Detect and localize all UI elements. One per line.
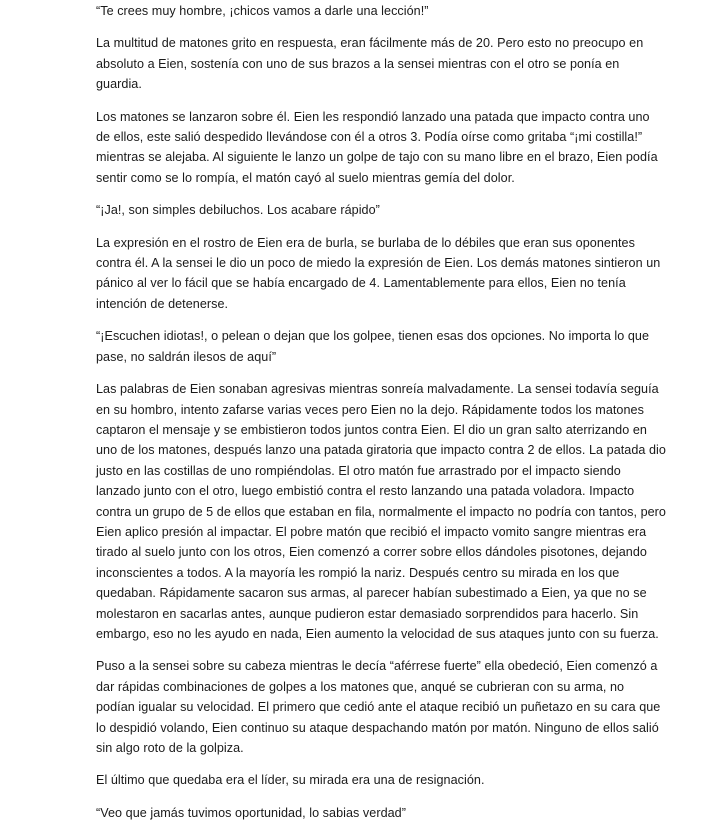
document-body <box>96 1 666 823</box>
paragraph-5: La expresión en el rostro de Eien era de burla, se burlaba de lo débiles que eran sus oponentes contra él. A la sensei le dio un poco de miedo la expresión de Eien. Los demás matones sintieron un pánico al ver lo fácil que se había encargado de 4. Lamentablemente para ellos, Eien no tenía intención de detenerse. <box>96 235 661 311</box>
paragraph-8: Puso a la sensei sobre su cabeza mientras le decía “aférrese fuerte” ella obedeció, Eien comenzó a dar rápidas combinaciones de golpes a los matones que, anqué se cubrieran con su arma, no podían igualar su velocidad. El primero que cedió ante el ataque recibió un puñetazo en su cara que lo despidió volando, Eien continuo su ataque despachando matón por matón. Ninguno de ellos salió sin algo roto de la golpiza. <box>96 659 661 755</box>
paragraph-7: Las palabras de Eien sonaban agresivas mientras sonreía malvadamente. La sensei todavía seguía en su hombro, intento zafarse varias veces pero Eien no la dejo. Rápidamente todos los matones captaron el mensaje y se embistieron todos juntos contra Eien. El dio un gran salto aterrizando en uno de los matones, después lanzo una patada giratoria que impacto contra 2 de ellos. La patada dio justo en las costillas de uno rompiéndolas. El otro matón fue arrastrado por el impacto siendo lanzado junto con el otro, luego embistió contra el resto lanzando una patada voladora. Impacto contra un grupo de 5 de ellos que estaban en fila, normalmente el impacto no podría con tantos, pero Eien aplico presión al impactar. El pobre matón que recibió el impacto vomito sangre mientras era tirado al suelo junto con los otros, Eien comenzó a correr sobre ellos dándoles pisotones, dejando inconscientes a todos. A la mayoría les rompió la nariz. Después centro su mirada en los que quedaban. Rápidamente sacaron sus armas, al parecer habían subestimado a Eien, ya que no se molestaron en sacarlas antes, aunque pudieron estar demasiado sorprendidos para hacerlo. Sin embargo, eso no les ayudo en nada, Eien aumento la velocidad de sus ataques junto con su fuerza. <box>96 382 666 641</box>
paragraph-10: “Veo que jamás tuvimos oportunidad, lo sabias verdad” <box>96 805 406 820</box>
paragraph-3: Los matones se lanzaron sobre él. Eien les respondió lanzado una patada que impacto contra uno de ellos, este salió despedido llevándose con él a otros 3. Podía oírse como gritaba “¡mi costilla!” mientras se alejaba. Al siguiente le lanzo un golpe de tajo con su mano libre en el brazo, Eien podía sentir como se lo rompía, el matón cayó al suelo mientras gemía del dolor. <box>96 109 658 185</box>
paragraph-2: La multitud de matones grito en respuesta, eran fácilmente más de 20. Pero esto no preocupo en absoluto a Eien, sostenía con uno de sus brazos a la sensei mientras con el otro se ponía en guardia. <box>96 36 644 92</box>
paragraph-6: “¡Escuchen idiotas!, o pelean o dejan que los golpee, tienen esas dos opciones. No importa lo que pase, no saldrán ilesos de aquí” <box>96 329 650 364</box>
paragraph-4: “¡Ja!, son simples debiluchos. Los acabare rápido” <box>96 203 380 218</box>
paragraph-1: “Te crees muy hombre, ¡chicos vamos a darle una lección!” <box>96 4 429 18</box>
paragraph-9: El último que quedaba era el líder, su mirada era una de resignación. <box>96 773 485 788</box>
